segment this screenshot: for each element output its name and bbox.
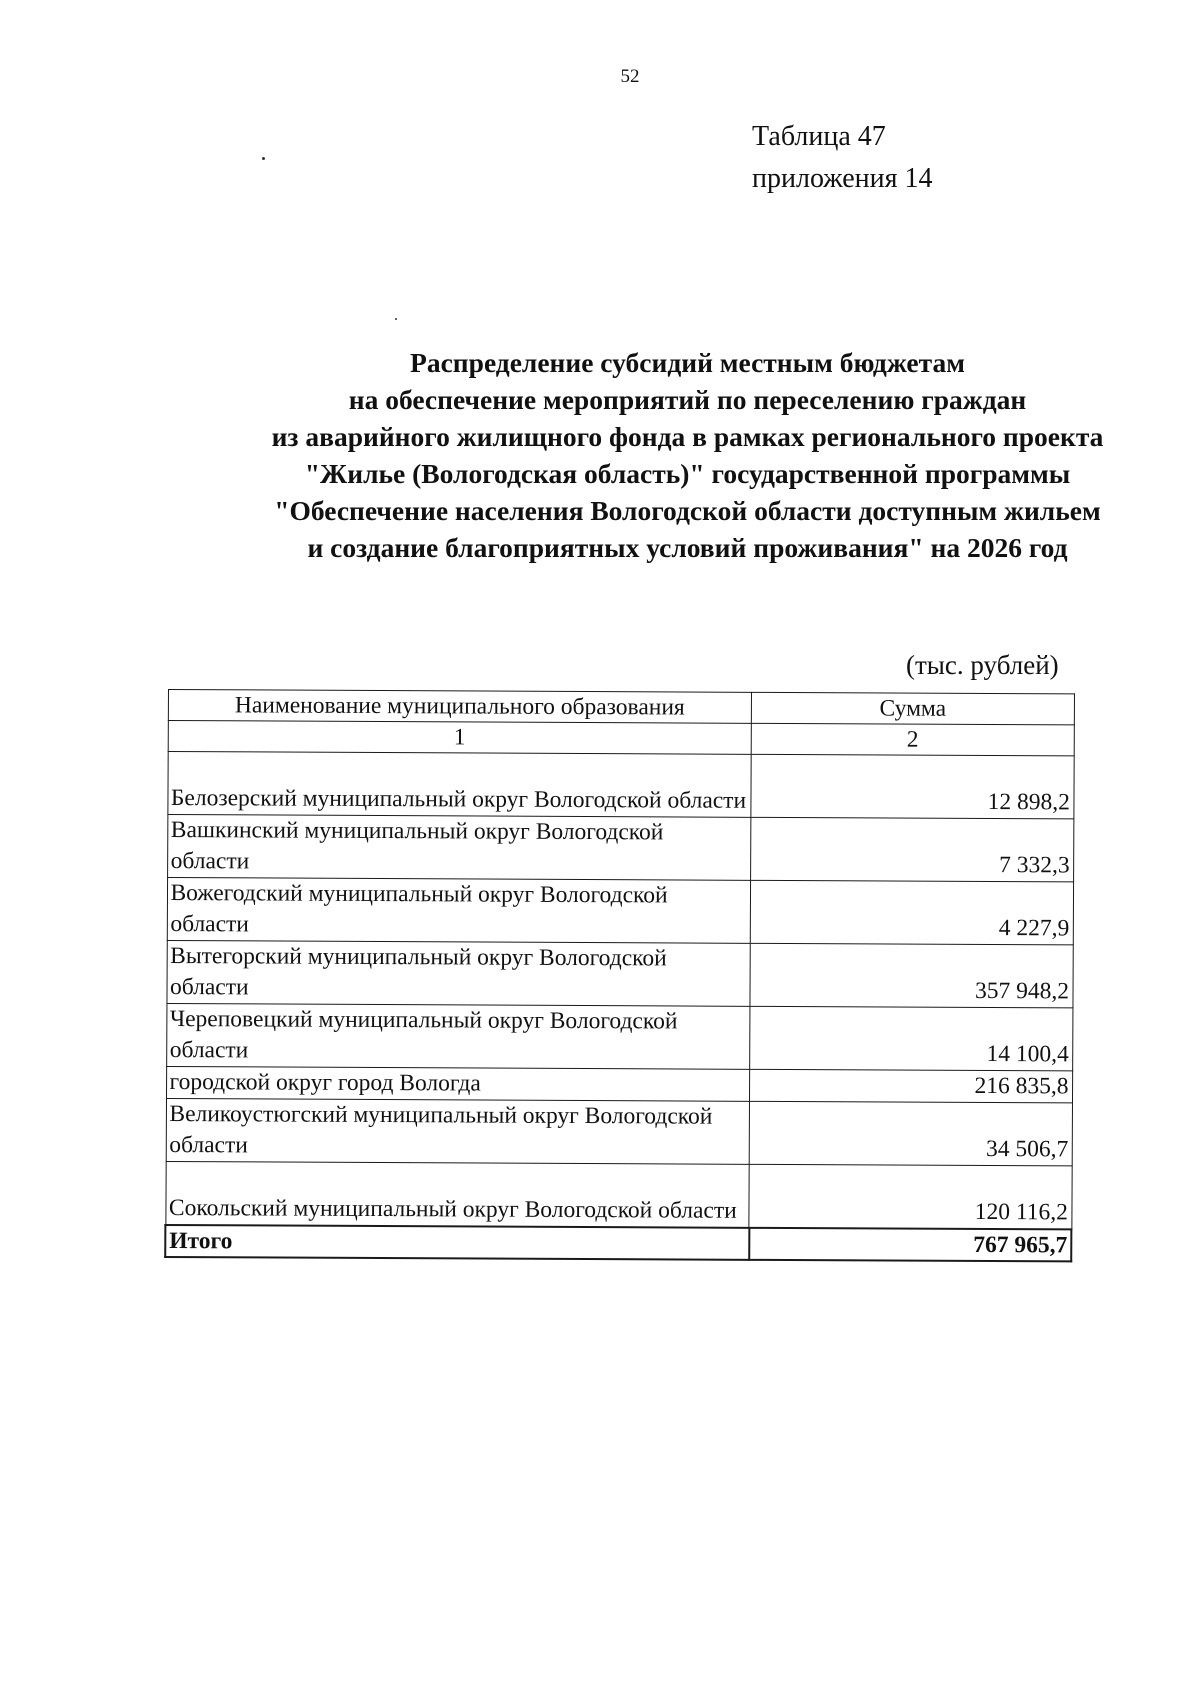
table-row bbox=[166, 1099, 1072, 1166]
units-label: (тыс. рублей) bbox=[906, 650, 1059, 680]
municipality-name: Вожегодский муниципальный округ Вологодской области bbox=[167, 878, 751, 944]
table-column-numbers-row bbox=[168, 721, 1074, 756]
municipality-name: Белозерский муниципальный округ Вологодской области bbox=[167, 752, 751, 818]
municipality-name: городской округ город Вологда bbox=[166, 1067, 750, 1102]
subsidy-sum: 357 948,2 bbox=[750, 943, 1072, 1008]
column-number: 2 bbox=[752, 723, 1074, 756]
table-header-row bbox=[168, 690, 1074, 725]
table-row bbox=[167, 878, 1073, 945]
table-row bbox=[166, 941, 1072, 1008]
table-row bbox=[167, 815, 1073, 882]
municipality-name: Вашкинский муниципальный округ Вологодской области bbox=[167, 815, 751, 881]
subsidy-sum: 14 100,4 bbox=[750, 1006, 1072, 1071]
subsidy-sum: 4 227,9 bbox=[751, 880, 1073, 945]
title-line: и создание благоприятных условий проживания" на 2026 год bbox=[307, 532, 1068, 563]
table-number: Таблица 47 bbox=[752, 121, 886, 152]
subsidy-table bbox=[164, 689, 1075, 1262]
header-sum: Сумма bbox=[752, 692, 1074, 725]
total-sum: 767 965,7 bbox=[749, 1228, 1071, 1262]
table-row bbox=[165, 1161, 1071, 1229]
subsidy-sum: 216 835,8 bbox=[750, 1069, 1072, 1103]
municipality-name: Сокольский муниципальный округ Вологодской области bbox=[165, 1161, 749, 1227]
subsidy-sum: 34 506,7 bbox=[750, 1101, 1072, 1166]
table-row bbox=[166, 1004, 1072, 1071]
title-line: на обеспечение мероприятий по переселению граждан bbox=[348, 384, 1027, 415]
table-row bbox=[167, 752, 1073, 819]
subsidy-sum: 12 898,2 bbox=[751, 754, 1073, 819]
title-line: "Жилье (Вологодская область)" государственной программы bbox=[304, 458, 1071, 489]
subsidy-sum: 120 116,2 bbox=[749, 1164, 1071, 1229]
municipality-name: Великоустюгский муниципальный округ Вологодской области bbox=[166, 1099, 750, 1165]
table-reference bbox=[752, 116, 933, 200]
municipality-name: Вытегорский муниципальный округ Вологодской области bbox=[166, 941, 750, 1007]
title-line: Распределение субсидий местным бюджетам bbox=[410, 347, 965, 378]
table-row bbox=[166, 1067, 1072, 1103]
header-municipality: Наименование муниципального образования bbox=[168, 690, 752, 724]
scan-speck bbox=[262, 157, 265, 160]
municipality-name: Череповецкий муниципальный округ Вологодской области bbox=[166, 1004, 750, 1070]
total-label: Итого bbox=[165, 1225, 749, 1260]
appendix-number: приложения 14 bbox=[752, 163, 933, 194]
subsidy-sum: 7 332,3 bbox=[751, 817, 1073, 882]
title-line: из аварийного жилищного фонда в рамках регионального проекта bbox=[271, 421, 1104, 452]
page-number: 52 bbox=[620, 66, 640, 87]
scan-speck bbox=[395, 318, 397, 320]
document-title bbox=[100, 344, 1200, 566]
table-total-row bbox=[165, 1225, 1071, 1261]
column-number: 1 bbox=[168, 721, 752, 755]
title-line: "Обеспечение населения Вологодской области доступным жильем bbox=[274, 495, 1101, 526]
